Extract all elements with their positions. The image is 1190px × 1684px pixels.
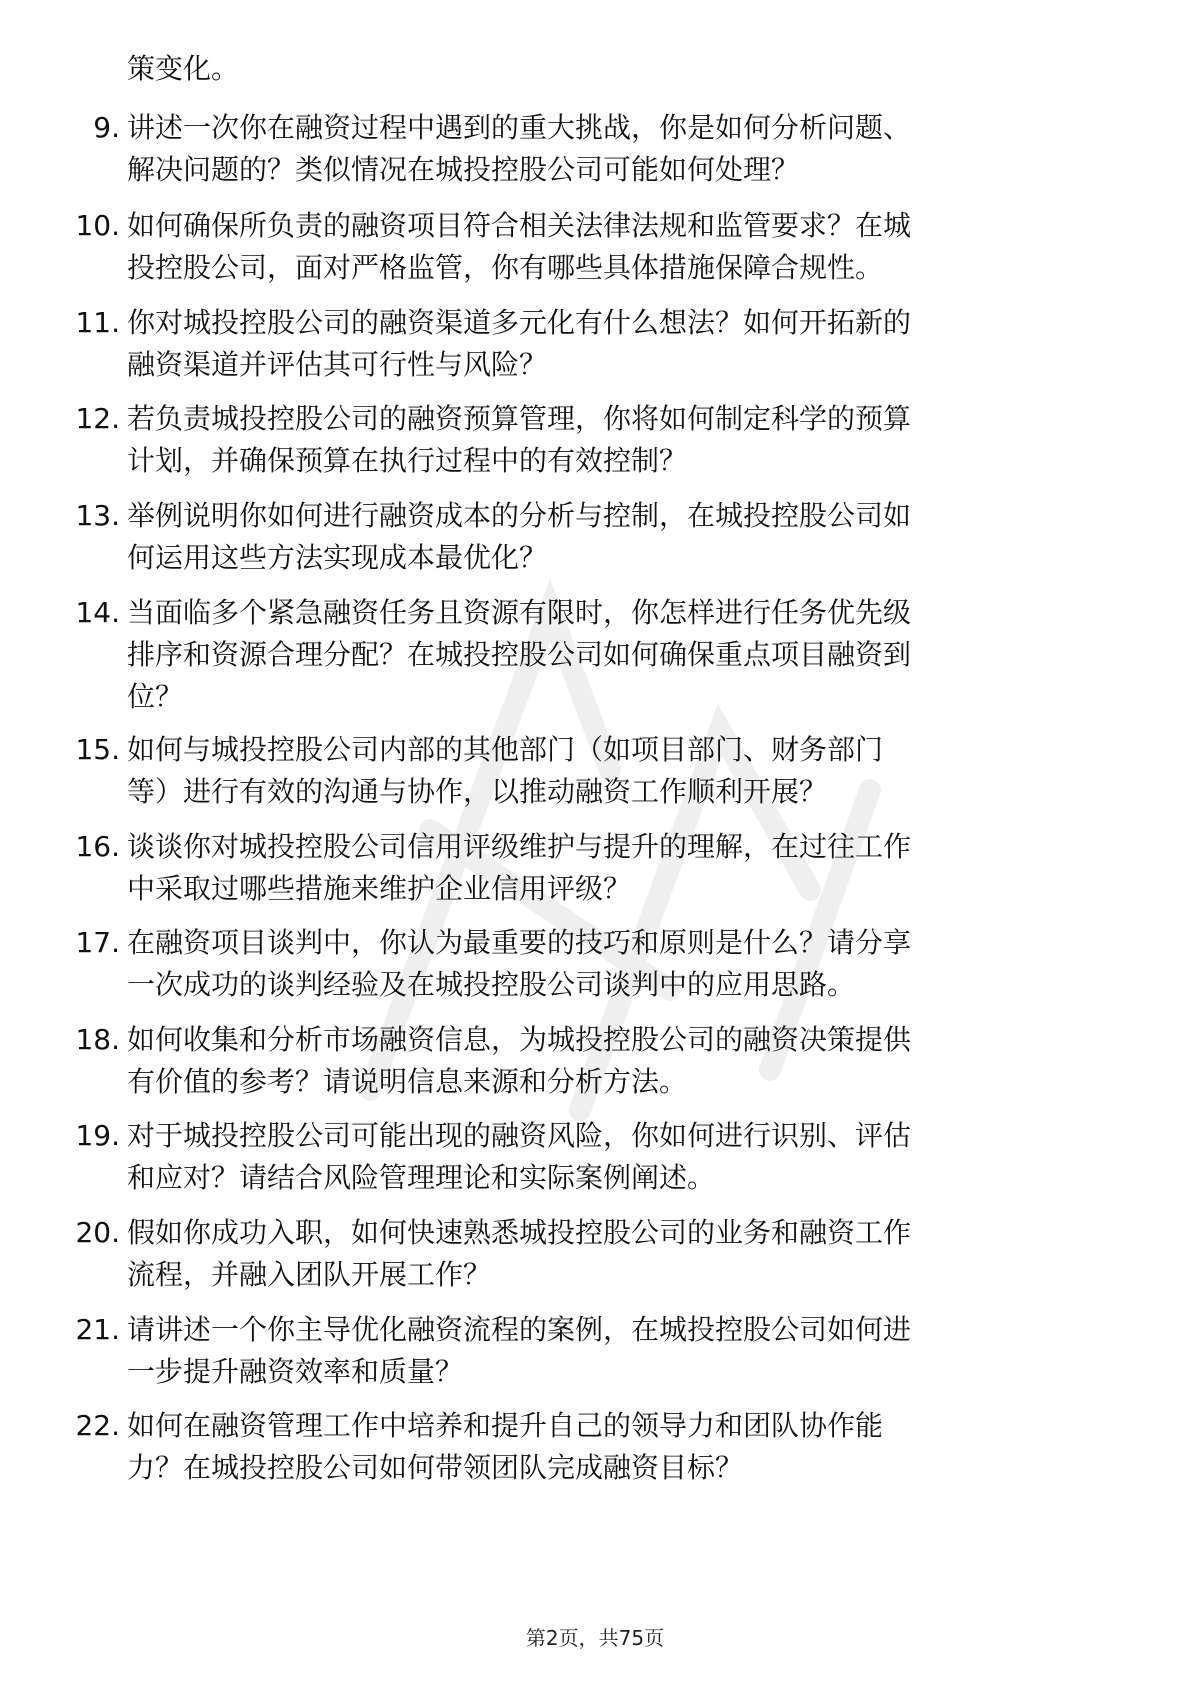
question-text-line: 若负责城投控股公司的融资预算管理，你将如何制定科学的预算 <box>127 402 912 435</box>
question-text-line: 何运用这些方法实现成本最优化？ <box>127 541 548 574</box>
question-number: 9. <box>93 111 120 144</box>
question-text-line: 如何确保所负责的融资项目符合相关法律法规和监管要求？在城 <box>127 209 912 242</box>
question-text-line: 如何收集和分析市场融资信息，为城投控股公司的融资决策提供 <box>127 1023 912 1056</box>
question-text <box>127 1115 1117 1199</box>
question-number: 15. <box>75 733 120 766</box>
question-text-line: 一次成功的谈判经验及在城投控股公司谈判中的应用思路。 <box>127 968 856 1001</box>
question-number: 21. <box>75 1313 120 1346</box>
question-text-line: 投控股公司，面对严格监管，你有哪些具体措施保障合规性。 <box>127 251 884 284</box>
question-number: 13. <box>75 499 120 532</box>
question-number: 20. <box>75 1216 120 1249</box>
question-text-line: 当面临多个紧急融资任务且资源有限时，你怎样进行任务优先级 <box>127 596 912 629</box>
question-text-line: 计划，并确保预算在执行过程中的有效控制？ <box>127 444 688 477</box>
question-text-line: 如何在融资管理工作中培养和提升自己的领导力和团队协作能 <box>127 1409 884 1442</box>
question-text-line: 谈谈你对城投控股公司信用评级维护与提升的理解，在过往工作 <box>127 830 912 863</box>
question-text-line: 等）进行有效的沟通与协作，以推动融资工作顺利开展？ <box>127 775 828 808</box>
question-number: 22. <box>75 1409 120 1442</box>
question-text <box>127 1019 1117 1103</box>
question-text-line: 有价值的参考？请说明信息来源和分析方法。 <box>127 1065 688 1098</box>
question-text-line: 假如你成功入职，如何快速熟悉城投控股公司的业务和融资工作 <box>127 1216 912 1249</box>
question-text <box>127 107 1117 191</box>
question-number: 10. <box>75 209 120 242</box>
question-text-line: 排序和资源合理分配？在城投控股公司如何确保重点项目融资到 <box>127 638 912 671</box>
question-text-line: 在融资项目谈判中，你认为最重要的技巧和原则是什么？请分享 <box>127 926 912 959</box>
question-number: 11. <box>75 306 120 339</box>
question-text-line: 举例说明你如何进行融资成本的分析与控制，在城投控股公司如 <box>127 499 912 532</box>
question-text-line: 如何与城投控股公司内部的其他部门（如项目部门、财务部门 <box>127 733 884 766</box>
question-text-line: 融资渠道并评估其可行性与风险？ <box>127 348 548 381</box>
question-text <box>127 826 1117 910</box>
question-text <box>127 1405 1117 1489</box>
question-number: 18. <box>75 1023 120 1056</box>
question-text <box>127 729 1117 813</box>
question-text <box>127 922 1117 1006</box>
question-text <box>127 1212 1117 1296</box>
question-text <box>127 302 1117 386</box>
question-text-line: 请讲述一个你主导优化融资流程的案例，在城投控股公司如何进 <box>127 1313 912 1346</box>
question-text-line: 流程，并融入团队开展工作？ <box>127 1258 492 1291</box>
question-number: 19. <box>75 1119 120 1152</box>
question-number: 14. <box>75 596 120 629</box>
question-text <box>127 495 1117 579</box>
question-text-line: 解决问题的？类似情况在城投控股公司可能如何处理？ <box>127 153 800 186</box>
page-number-footer: 第2页，共75页 <box>525 1626 665 1650</box>
question-text <box>127 1309 1117 1393</box>
question-text-line: 和应对？请结合风险管理理论和实际案例阐述。 <box>127 1161 716 1194</box>
question-text <box>127 205 1117 289</box>
question-text <box>127 592 1117 718</box>
question-text-line: 位？ <box>127 680 184 713</box>
question-text-line: 中采取过哪些措施来维护企业信用评级？ <box>127 872 632 905</box>
question-number: 17. <box>75 926 120 959</box>
question-number: 16. <box>75 830 120 863</box>
question-text-line: 对于城投控股公司可能出现的融资风险，你如何进行识别、评估 <box>127 1119 912 1152</box>
question-text-line: 一步提升融资效率和质量？ <box>127 1355 464 1388</box>
question-text-line: 力？在城投控股公司如何带领团队完成融资目标？ <box>127 1451 744 1484</box>
question-number: 12. <box>75 402 120 435</box>
continuation-text: 策变化。 <box>127 52 240 85</box>
question-text <box>127 398 1117 482</box>
question-text-line: 你对城投控股公司的融资渠道多元化有什么想法？如何开拓新的 <box>127 306 912 339</box>
question-text-line: 讲述一次你在融资过程中遇到的重大挑战，你是如何分析问题、 <box>127 111 912 144</box>
